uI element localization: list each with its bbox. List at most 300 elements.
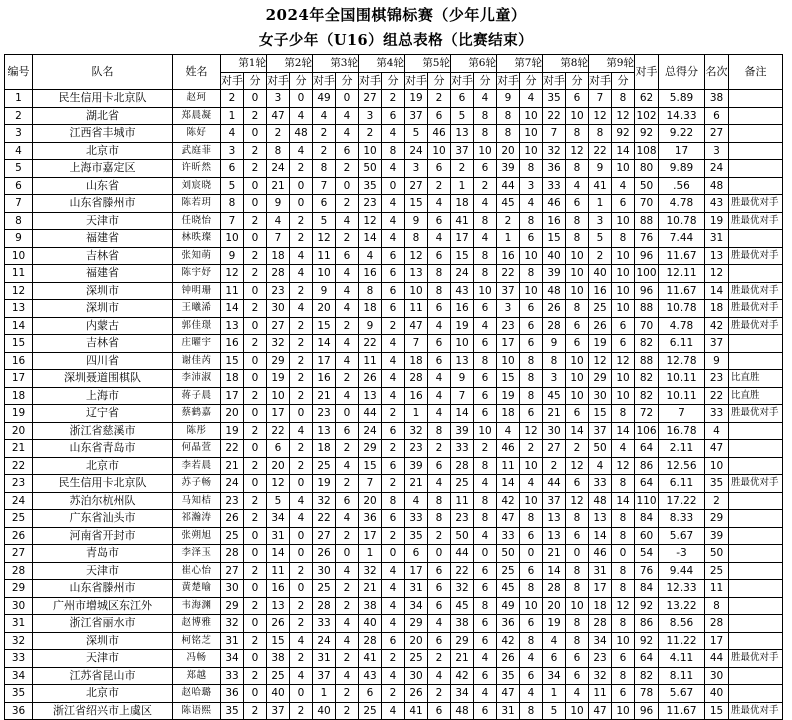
- round-score: 8: [566, 510, 589, 528]
- round-opponent: 31: [589, 562, 612, 580]
- note: [729, 667, 783, 685]
- round-opponent: 15: [543, 230, 566, 248]
- round-opponent: 49: [313, 90, 336, 108]
- player-number: 16: [5, 352, 33, 370]
- round-score: 6: [428, 335, 451, 353]
- note: 比直胜: [729, 387, 783, 405]
- round-opponent: 21: [451, 650, 474, 668]
- total-score: 11.67: [659, 247, 705, 265]
- round-opponent: 31: [313, 650, 336, 668]
- round-opponent: 13: [313, 422, 336, 440]
- total-score: 6.11: [659, 335, 705, 353]
- rank: 27: [705, 125, 729, 143]
- total-score: 17: [659, 142, 705, 160]
- round-score: 8: [520, 580, 543, 598]
- round-score: 8: [474, 597, 497, 615]
- team-name: 青岛市: [33, 545, 173, 563]
- round-opponent: 19: [405, 90, 428, 108]
- round-score: 2: [336, 440, 359, 458]
- round-score: 12: [566, 492, 589, 510]
- round-score: 6: [520, 317, 543, 335]
- round-score: 6: [474, 580, 497, 598]
- round-opponent: 3: [497, 300, 520, 318]
- total-score: 9.22: [659, 125, 705, 143]
- round-opponent: 6: [405, 545, 428, 563]
- round-opponent: 25: [497, 562, 520, 580]
- round-opponent: 39: [451, 422, 474, 440]
- round-opponent: 45: [497, 580, 520, 598]
- table-row: [5, 422, 783, 440]
- round-score: 4: [612, 177, 635, 195]
- note: [729, 685, 783, 703]
- round-score: 2: [244, 597, 267, 615]
- round-score: 2: [382, 90, 405, 108]
- round-score: 4: [336, 387, 359, 405]
- round-opponent: 15: [497, 370, 520, 388]
- round-score: 8: [474, 247, 497, 265]
- round-score: 10: [520, 142, 543, 160]
- round-score: 12: [566, 457, 589, 475]
- rank: 38: [705, 90, 729, 108]
- round-opponent: 22: [451, 562, 474, 580]
- round-opponent: 45: [497, 195, 520, 213]
- opponent-total: 76: [635, 230, 659, 248]
- team-name: 浙江省慈溪市: [33, 422, 173, 440]
- round-score: 0: [290, 195, 313, 213]
- round-opponent: 29: [221, 597, 244, 615]
- round-score: 6: [474, 160, 497, 178]
- round-score: 8: [428, 492, 451, 510]
- player-number: 9: [5, 230, 33, 248]
- round-opponent: 8: [497, 107, 520, 125]
- rank: 17: [705, 632, 729, 650]
- round-opponent: 26: [589, 317, 612, 335]
- player-name: 张知萌: [173, 247, 221, 265]
- team-name: 福建省: [33, 230, 173, 248]
- opponent-total: 92: [635, 632, 659, 650]
- header-score: 分: [520, 72, 543, 90]
- round-score: 6: [520, 405, 543, 423]
- round-score: 0: [290, 545, 313, 563]
- round-score: 4: [474, 650, 497, 668]
- round-opponent: 22: [221, 440, 244, 458]
- round-opponent: 18: [451, 195, 474, 213]
- round-score: 0: [336, 90, 359, 108]
- round-opponent: 50: [497, 545, 520, 563]
- total-score: .56: [659, 177, 705, 195]
- round-opponent: 8: [359, 282, 382, 300]
- team-name: 四川省: [33, 352, 173, 370]
- round-score: 14: [612, 142, 635, 160]
- player-number: 18: [5, 387, 33, 405]
- round-opponent: 47: [405, 317, 428, 335]
- round-opponent: 20: [267, 457, 290, 475]
- table-row: [5, 597, 783, 615]
- opponent-total: 106: [635, 422, 659, 440]
- round-opponent: 13: [589, 510, 612, 528]
- round-score: 2: [290, 282, 313, 300]
- round-opponent: 21: [543, 545, 566, 563]
- round-opponent: 18: [497, 405, 520, 423]
- round-opponent: 20: [359, 492, 382, 510]
- round-score: 10: [612, 370, 635, 388]
- player-number: 33: [5, 650, 33, 668]
- round-score: 8: [612, 580, 635, 598]
- player-number: 4: [5, 142, 33, 160]
- round-score: 8: [474, 492, 497, 510]
- round-opponent: 32: [359, 562, 382, 580]
- round-opponent: 37: [451, 142, 474, 160]
- header-score: 分: [474, 72, 497, 90]
- round-score: 0: [290, 527, 313, 545]
- round-score: 12: [566, 142, 589, 160]
- round-opponent: 24: [267, 160, 290, 178]
- round-opponent: 37: [589, 422, 612, 440]
- round-score: 6: [474, 702, 497, 720]
- round-opponent: 24: [359, 422, 382, 440]
- round-opponent: 36: [221, 685, 244, 703]
- round-opponent: 7: [451, 387, 474, 405]
- round-opponent: 28: [267, 265, 290, 283]
- round-score: 6: [428, 632, 451, 650]
- round-opponent: 37: [497, 282, 520, 300]
- round-score: 14: [612, 492, 635, 510]
- round-score: 8: [382, 142, 405, 160]
- round-opponent: 17: [221, 387, 244, 405]
- round-score: 4: [566, 685, 589, 703]
- round-score: 4: [428, 405, 451, 423]
- round-opponent: 31: [267, 527, 290, 545]
- round-score: 3: [520, 177, 543, 195]
- round-opponent: 3: [359, 107, 382, 125]
- player-number: 7: [5, 195, 33, 213]
- opponent-total: 64: [635, 475, 659, 493]
- round-opponent: 14: [589, 527, 612, 545]
- player-name: 钟明珊: [173, 282, 221, 300]
- round-score: 0: [290, 580, 313, 598]
- round-score: 2: [428, 527, 451, 545]
- round-opponent: 15: [359, 457, 382, 475]
- header-round-6: 第6轮: [451, 55, 497, 73]
- opponent-total: 102: [635, 107, 659, 125]
- total-score: 8.11: [659, 667, 705, 685]
- round-opponent: 19: [451, 317, 474, 335]
- team-name: 上海市: [33, 387, 173, 405]
- round-opponent: 28: [359, 632, 382, 650]
- round-score: 6: [612, 335, 635, 353]
- round-score: 2: [244, 510, 267, 528]
- round-opponent: 3: [589, 212, 612, 230]
- player-number: 15: [5, 335, 33, 353]
- player-name: 郑晨凝: [173, 107, 221, 125]
- opponent-total: 62: [635, 90, 659, 108]
- header-opponent: 对手: [405, 72, 428, 90]
- round-score: 4: [520, 475, 543, 493]
- player-name: 刘宸晓: [173, 177, 221, 195]
- rank: 33: [705, 405, 729, 423]
- round-opponent: 32: [543, 142, 566, 160]
- round-score: 2: [382, 405, 405, 423]
- note: [729, 160, 783, 178]
- round-score: 2: [336, 195, 359, 213]
- round-score: 4: [428, 370, 451, 388]
- round-opponent: 10: [267, 387, 290, 405]
- round-score: 0: [336, 177, 359, 195]
- note: [729, 492, 783, 510]
- round-score: 2: [382, 440, 405, 458]
- round-score: 8: [612, 475, 635, 493]
- total-score: 17.22: [659, 492, 705, 510]
- round-score: 0: [244, 177, 267, 195]
- round-score: 2: [244, 265, 267, 283]
- round-opponent: 5: [543, 702, 566, 720]
- round-score: 2: [336, 580, 359, 598]
- rank: 22: [705, 387, 729, 405]
- round-score: 6: [336, 247, 359, 265]
- total-score: 6.11: [659, 475, 705, 493]
- note: [729, 580, 783, 598]
- total-score: 5.89: [659, 90, 705, 108]
- total-score: 12.33: [659, 580, 705, 598]
- round-opponent: 16: [497, 247, 520, 265]
- round-score: 4: [474, 475, 497, 493]
- round-score: 0: [290, 405, 313, 423]
- round-opponent: 44: [451, 545, 474, 563]
- round-opponent: 8: [405, 230, 428, 248]
- rank: 48: [705, 177, 729, 195]
- header-score: 分: [336, 72, 359, 90]
- round-opponent: 22: [589, 142, 612, 160]
- round-score: 2: [336, 475, 359, 493]
- rank: 2: [705, 492, 729, 510]
- round-opponent: 1: [543, 685, 566, 703]
- header-team: 队名: [33, 55, 173, 90]
- round-opponent: 16: [267, 580, 290, 598]
- note: [729, 177, 783, 195]
- team-name: 广州市增城区东江外: [33, 597, 173, 615]
- round-opponent: 35: [543, 90, 566, 108]
- round-score: 6: [428, 160, 451, 178]
- round-opponent: 32: [405, 422, 428, 440]
- round-score: 4: [382, 352, 405, 370]
- round-score: 6: [612, 195, 635, 213]
- header-score: 分: [428, 72, 451, 90]
- total-score: 10.78: [659, 300, 705, 318]
- round-score: 8: [566, 615, 589, 633]
- note: [729, 615, 783, 633]
- total-score: 16.78: [659, 422, 705, 440]
- round-opponent: 35: [497, 667, 520, 685]
- round-opponent: 23: [313, 405, 336, 423]
- round-score: 2: [244, 667, 267, 685]
- round-opponent: 25: [359, 702, 382, 720]
- opponent-total: 92: [635, 597, 659, 615]
- round-score: 2: [474, 177, 497, 195]
- round-score: 8: [566, 300, 589, 318]
- round-score: 8: [612, 90, 635, 108]
- round-opponent: 32: [267, 335, 290, 353]
- round-score: 6: [566, 527, 589, 545]
- round-opponent: 23: [451, 510, 474, 528]
- round-opponent: 9: [313, 282, 336, 300]
- opponent-total: 86: [635, 457, 659, 475]
- round-score: 2: [336, 230, 359, 248]
- round-score: 4: [382, 597, 405, 615]
- round-score: 0: [244, 527, 267, 545]
- round-opponent: 27: [267, 317, 290, 335]
- player-name: 郭佳璟: [173, 317, 221, 335]
- round-score: 4: [336, 667, 359, 685]
- team-name: 湖北省: [33, 107, 173, 125]
- round-score: 4: [382, 667, 405, 685]
- round-score: 6: [382, 107, 405, 125]
- round-opponent: 6: [451, 90, 474, 108]
- player-name: 陈彤: [173, 422, 221, 440]
- round-score: 8: [520, 370, 543, 388]
- round-score: 4: [336, 265, 359, 283]
- round-score: 2: [244, 212, 267, 230]
- round-opponent: 31: [221, 632, 244, 650]
- round-opponent: 29: [359, 440, 382, 458]
- header-opponent: 对手: [451, 72, 474, 90]
- note: 胜最优对手: [729, 195, 783, 213]
- table-row: [5, 230, 783, 248]
- rank: 29: [705, 510, 729, 528]
- round-opponent: 25: [589, 300, 612, 318]
- round-score: 2: [244, 492, 267, 510]
- round-opponent: 45: [451, 597, 474, 615]
- round-opponent: 26: [543, 300, 566, 318]
- round-score: 8: [566, 212, 589, 230]
- note: [729, 142, 783, 160]
- note: 胜最优对手: [729, 405, 783, 423]
- opponent-total: 84: [635, 510, 659, 528]
- player-name: 韦海渊: [173, 597, 221, 615]
- round-score: 0: [244, 125, 267, 143]
- round-score: 4: [428, 317, 451, 335]
- round-opponent: 18: [589, 597, 612, 615]
- round-opponent: 9: [451, 370, 474, 388]
- team-name: 辽宁省: [33, 405, 173, 423]
- player-name: 蒋子晨: [173, 387, 221, 405]
- round-opponent: 4: [543, 632, 566, 650]
- rank: 35: [705, 475, 729, 493]
- round-score: 2: [290, 160, 313, 178]
- table-row: [5, 387, 783, 405]
- round-score: 8: [612, 405, 635, 423]
- round-score: 0: [244, 475, 267, 493]
- round-opponent: 28: [451, 457, 474, 475]
- table-row: [5, 510, 783, 528]
- round-opponent: 8: [313, 160, 336, 178]
- round-opponent: 19: [267, 370, 290, 388]
- round-score: 8: [612, 510, 635, 528]
- player-name: 谢佳芮: [173, 352, 221, 370]
- round-score: 2: [290, 335, 313, 353]
- round-score: 6: [428, 300, 451, 318]
- total-score: 11.67: [659, 702, 705, 720]
- round-score: 2: [382, 475, 405, 493]
- round-score: 4: [336, 107, 359, 125]
- round-score: 2: [336, 317, 359, 335]
- rank: 40: [705, 685, 729, 703]
- round-score: 2: [244, 107, 267, 125]
- round-opponent: 7: [359, 475, 382, 493]
- round-opponent: 41: [405, 702, 428, 720]
- team-name: 吉林省: [33, 247, 173, 265]
- table-row: [5, 160, 783, 178]
- round-opponent: 40: [267, 685, 290, 703]
- round-score: 4: [428, 615, 451, 633]
- round-score: 4: [336, 352, 359, 370]
- round-opponent: 28: [543, 317, 566, 335]
- round-score: 10: [520, 125, 543, 143]
- round-opponent: 25: [451, 475, 474, 493]
- total-score: 4.11: [659, 650, 705, 668]
- rank: 12: [705, 265, 729, 283]
- round-opponent: 17: [451, 230, 474, 248]
- player-name: 蔡鹤嘉: [173, 405, 221, 423]
- rank: 4: [705, 422, 729, 440]
- round-score: 46: [428, 125, 451, 143]
- round-opponent: 41: [359, 650, 382, 668]
- round-opponent: 8: [267, 142, 290, 160]
- round-opponent: 44: [543, 475, 566, 493]
- team-name: 浙江省丽水市: [33, 615, 173, 633]
- team-name: 江苏省昆山市: [33, 667, 173, 685]
- round-opponent: 39: [543, 265, 566, 283]
- round-opponent: 11: [451, 492, 474, 510]
- round-opponent: 26: [267, 615, 290, 633]
- total-score: 11.22: [659, 632, 705, 650]
- round-score: 4: [382, 580, 405, 598]
- opponent-total: 82: [635, 667, 659, 685]
- round-score: 4: [290, 667, 313, 685]
- round-score: 10: [520, 282, 543, 300]
- header-round-5: 第5轮: [405, 55, 451, 73]
- round-score: 6: [428, 352, 451, 370]
- round-opponent: 30: [267, 300, 290, 318]
- header-opponent: 对手: [589, 72, 612, 90]
- table-row: [5, 702, 783, 720]
- player-name: 黄楚喻: [173, 580, 221, 598]
- note: [729, 562, 783, 580]
- total-score: 7: [659, 405, 705, 423]
- round-opponent: 5: [589, 230, 612, 248]
- round-opponent: 23: [589, 650, 612, 668]
- round-score: 10: [612, 212, 635, 230]
- round-score: 2: [428, 685, 451, 703]
- round-score: 4: [336, 615, 359, 633]
- round-score: 8: [428, 282, 451, 300]
- round-score: 4: [428, 475, 451, 493]
- player-number: 8: [5, 212, 33, 230]
- round-score: 10: [612, 282, 635, 300]
- round-opponent: 47: [497, 685, 520, 703]
- rank: 44: [705, 650, 729, 668]
- round-opponent: 15: [313, 317, 336, 335]
- round-opponent: 7: [589, 90, 612, 108]
- round-opponent: 8: [543, 352, 566, 370]
- player-name: 苏子畅: [173, 475, 221, 493]
- round-opponent: 17: [267, 405, 290, 423]
- round-score: 4: [290, 247, 313, 265]
- round-opponent: 20: [405, 632, 428, 650]
- round-opponent: 7: [313, 177, 336, 195]
- total-score: 5.67: [659, 685, 705, 703]
- round-opponent: 26: [313, 545, 336, 563]
- player-name: 陈语熙: [173, 702, 221, 720]
